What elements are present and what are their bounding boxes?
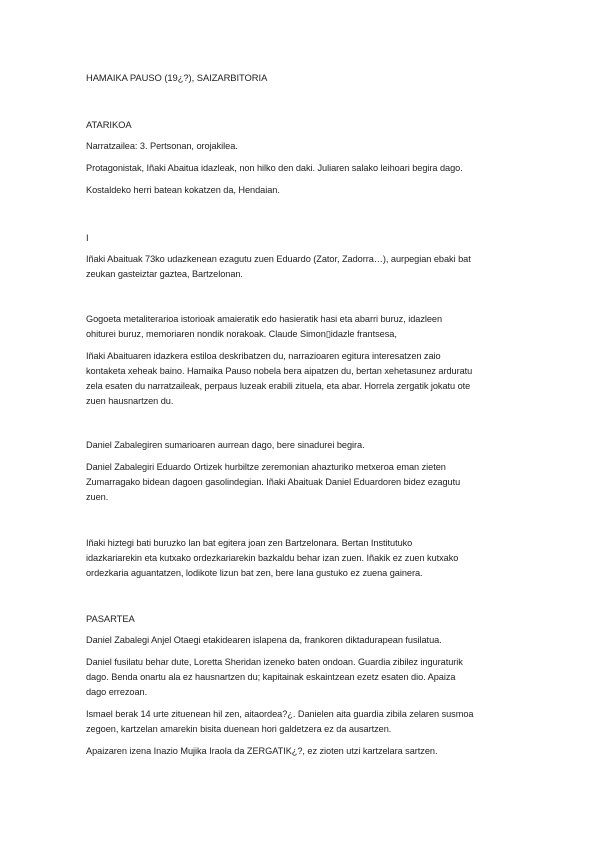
paragraph: Kostaldeko herri batean kokatzen da, Hendaian.: [86, 185, 280, 195]
paragraph-line: zeukan gasteiztar gaztea, Bartzelonan.: [86, 269, 243, 279]
paragraph-line: Daniel Zabalegiri Eduardo Ortizek hurbiltze zeremonian ahazturiko metxeroa eman zieten: [86, 462, 446, 472]
paragraph-line: Gogoeta metaliterarioa istorioak amaieratik edo hasieratik hasi eta abarri buruz, idazleen: [86, 314, 443, 324]
paragraph: Daniel Zabalegi Anjel Otaegi etakidearen islapena da, frankoren diktadurapean fusilatua.: [86, 635, 442, 645]
paragraph-line: dago. Benda onartu ala ez hausnartzen du; kapitainak eskaintzean ezetz esaten dio. Apaiza: [86, 672, 456, 682]
heading-atarikoa: ATARIKOA: [86, 119, 132, 130]
paragraph-line: Ismael berak 14 urte zituenean hil zen, aitaordea?¿. Danielen aita guardia zibila zelaren susmoa: [86, 709, 474, 719]
heading-pasartea: PASARTEA: [86, 613, 135, 624]
paragraph-line: idazkariarekin eta kutxako ordezkariarekin bazkaldu behar izan zuen. Iñakik ez zuen kutxako: [86, 553, 459, 563]
paragraph-line: ohiturei buruz, memoriaren nondik norakoak. Claude Simon▯idazle frantsesa,: [86, 329, 397, 339]
paragraph-line: kontaketa xeheak baino. Hamaika Pauso nobela bera aipatzen du, bertan xehetasunez arduratu: [86, 366, 473, 376]
paragraph-line: Iñaki Abaituaren idazkera estiloa deskribatzen du, narrazioaren egitura interesatzen zaio: [86, 351, 441, 361]
paragraph: Protagonistak, Iñaki Abaitua idazleak, non hilko den daki. Juliaren salako leihoari begira dago.: [86, 163, 463, 173]
paragraph: Apaizaren izena Inazio Mujika Iraola da ZERGATIK¿?, ez zioten utzi kartzelara sartzen.: [86, 746, 438, 756]
paragraph-line: ordezkaria aguantatzen, lodikote lizun bat zen, bere lana gustuko ez zuena gainera.: [86, 568, 423, 578]
paragraph-line: Iñaki Abaituak 73ko udazkenean ezagutu zuen Eduardo (Zator, Zadorra…), aurpegian ebaki bat: [86, 254, 471, 264]
heading-section-i: I: [86, 232, 89, 243]
paragraph-line: Zumarragako bidean dagoen gasolindegian. Iñaki Abaituak Daniel Eduardoren bidez ezagutu: [86, 477, 461, 487]
paragraph-line: zegoen, kartzelan amarekin bisita duenean hori galdetzera ez da ausartzen.: [86, 724, 392, 734]
paragraph: Narratzailea: 3. Pertsonan, orojakilea.: [86, 141, 238, 151]
paragraph-line: zuen hausnartzen du.: [86, 396, 174, 406]
paragraph-line: Iñaki hiztegi bati buruzko lan bat egitera joan zen Bartzelonara. Bertan Institutuko: [86, 538, 413, 548]
paragraph-line: zuen.: [86, 492, 109, 502]
paragraph-line: zela esaten du narratzaileak, perpaus luzeak erabili zituela, eta abar. Horrela zergatik jokatu ote: [86, 381, 471, 391]
paragraph-line: dago errezoan.: [86, 687, 148, 697]
paragraph: Daniel Zabalegiren sumarioaren aurrean dago, bere sinadurei begira.: [86, 440, 365, 450]
paragraph-line: Daniel fusilatu behar dute, Loretta Sheridan izeneko baten ondoan. Guardia zibilez inguraturik: [86, 657, 463, 667]
document-title: HAMAIKA PAUSO (19¿?), SAIZARBITORIA: [86, 72, 268, 83]
